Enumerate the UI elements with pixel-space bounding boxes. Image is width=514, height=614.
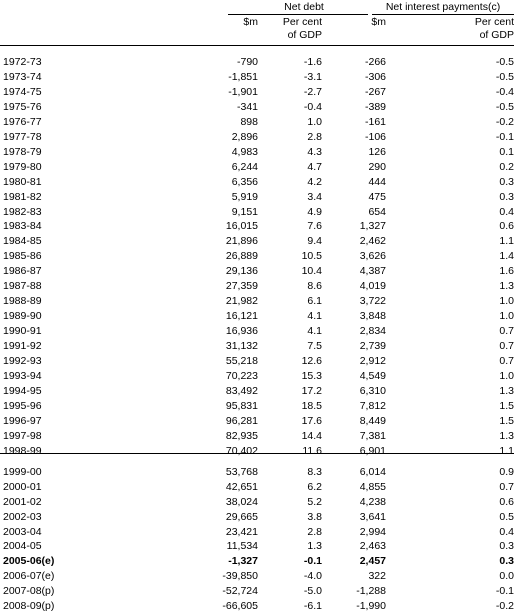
net-debt-gdp-cell: -5.0	[303, 585, 322, 598]
interest-gdp-cell: -0.1	[495, 130, 514, 143]
year-cell: 1979-80	[3, 160, 42, 173]
net-debt-m-cell: 21,896	[225, 235, 258, 248]
interest-gdp-cell: 0.7	[499, 480, 514, 493]
interest-m-cell: 2,462	[359, 235, 386, 248]
interest-m-cell: 4,387	[359, 265, 386, 278]
year-cell: 1993-94	[3, 369, 42, 382]
net-debt-gdp-cell: -0.1	[303, 555, 322, 568]
year-cell: 1999-00	[3, 465, 42, 478]
interest-m-cell: 7,812	[359, 399, 386, 412]
net-debt-m-cell: 31,132	[225, 340, 258, 353]
interest-m-cell: 7,381	[359, 429, 386, 442]
table-row	[0, 539, 514, 554]
table-row	[0, 145, 514, 160]
net-debt-gdp-cell: 1.3	[307, 540, 322, 553]
interest-gdp-cell: 1.0	[499, 295, 514, 308]
net-debt-m-cell: 29,136	[225, 265, 258, 278]
net-debt-gdp-cell: 4.7	[307, 160, 322, 173]
net-debt-m-cell: 4,983	[231, 145, 258, 158]
interest-m-cell: 3,641	[359, 510, 386, 523]
interest-m-cell: 444	[368, 175, 386, 188]
interest-gdp-cell: 0.7	[499, 355, 514, 367]
net-debt-m-cell: 42,651	[225, 480, 258, 493]
year-cell: 1990-91	[3, 325, 42, 338]
interest-m-cell: 4,549	[359, 369, 386, 382]
net-debt-m-cell: 16,936	[225, 325, 258, 338]
net-debt-m-cell: 70,402	[225, 444, 258, 457]
net-debt-gdp-cell: 8.6	[307, 280, 322, 293]
net-debt-gdp-cell: 9.4	[307, 235, 322, 248]
interest-gdp-cell: 1.4	[499, 250, 514, 263]
interest-gdp-cell: -0.5	[495, 71, 514, 83]
net-debt-gdp-cell: 4.9	[307, 205, 322, 218]
net-debt-m-cell: 16,121	[225, 310, 258, 323]
interest-gdp-cell: 1.5	[499, 399, 514, 412]
interest-gdp-cell: -0.5	[495, 100, 514, 113]
net-debt-m-cell: -1,901	[228, 85, 258, 98]
table-row	[0, 175, 514, 190]
net-debt-gdp-cell: 3.8	[307, 510, 322, 523]
col-int-m-label: $m	[371, 16, 386, 28]
net-debt-m-cell: 27,359	[225, 280, 258, 293]
year-cell: 1972-73	[3, 56, 42, 68]
net-debt-gdp-cell: -6.1	[303, 600, 322, 613]
net-debt-m-cell: 6,244	[231, 160, 258, 173]
net-debt-m-cell: 26,889	[225, 250, 258, 263]
table-row	[0, 309, 514, 324]
interest-m-cell: -1,288	[356, 585, 386, 598]
net-debt-gdp-cell: -3.1	[303, 71, 322, 83]
interest-gdp-cell: 0.1	[499, 145, 514, 158]
net-debt-m-cell: -341	[236, 100, 258, 113]
interest-gdp-cell: 0.0	[499, 570, 514, 583]
net-debt-gdp-cell: 8.3	[307, 465, 322, 478]
year-cell: 1981-82	[3, 190, 42, 203]
net-debt-m-cell: 5,919	[231, 190, 258, 203]
year-cell: 1982-83	[3, 205, 42, 218]
net-debt-gdp-cell: 17.2	[301, 384, 322, 397]
interest-gdp-cell: 0.3	[499, 175, 514, 188]
net-debt-m-cell: 38,024	[225, 495, 258, 508]
table-row	[0, 444, 514, 459]
interest-m-cell: 290	[368, 160, 386, 173]
table-row	[0, 429, 514, 444]
year-cell: 2004-05	[3, 540, 42, 553]
year-cell: 1975-76	[3, 100, 42, 113]
table-row	[0, 584, 514, 599]
net-debt-m-cell: 6,356	[231, 175, 258, 188]
year-cell: 2002-03	[3, 510, 42, 523]
col-debt-gdp-header	[283, 16, 322, 42]
year-cell: 1995-96	[3, 399, 42, 412]
table-row	[0, 234, 514, 249]
net-interest-header: Net interest payments(c)	[385, 1, 501, 13]
interest-m-cell: 2,463	[359, 540, 386, 553]
col-int-gdp-header	[475, 16, 514, 42]
interest-gdp-cell: 1.0	[499, 310, 514, 323]
net-debt-gdp-cell: -4.0	[303, 570, 322, 583]
interest-m-cell: -161	[364, 115, 386, 128]
year-cell: 2005-06(e)	[3, 555, 55, 568]
col-debt-gdp-label-2: of GDP	[287, 29, 322, 41]
interest-m-cell: 4,019	[359, 280, 386, 293]
table-row	[0, 324, 514, 339]
net-debt-gdp-cell: 5.2	[307, 495, 322, 508]
table-row	[0, 525, 514, 540]
interest-m-cell: 3,626	[359, 250, 386, 263]
interest-gdp-cell: 0.4	[499, 525, 514, 538]
section-divider	[0, 453, 514, 454]
net-debt-m-cell: 83,492	[225, 384, 258, 397]
year-cell: 1983-84	[3, 220, 42, 233]
net-debt-m-cell: 55,218	[225, 355, 258, 367]
table-row	[0, 354, 514, 369]
group-header-row	[0, 0, 514, 14]
col-debt-m-label: $m	[243, 16, 258, 28]
interest-m-cell: 475	[368, 190, 386, 203]
interest-gdp-cell: 1.6	[499, 265, 514, 278]
year-cell: 1989-90	[3, 310, 42, 323]
interest-gdp-cell: 0.3	[499, 555, 514, 568]
table-row	[0, 205, 514, 220]
net-debt-gdp-cell: 6.2	[307, 480, 322, 493]
interest-m-cell: 6,014	[359, 465, 386, 478]
net-debt-m-cell: 53,768	[225, 465, 258, 478]
net-debt-gdp-cell: 17.6	[301, 414, 322, 427]
net-debt-gdp-cell: 4.1	[307, 325, 322, 338]
table-row	[0, 70, 514, 85]
table-row	[0, 599, 514, 614]
net-debt-m-cell: -1,327	[228, 555, 258, 568]
net-debt-gdp-cell: 4.1	[307, 310, 322, 323]
interest-gdp-cell: 0.7	[499, 340, 514, 353]
table-row	[0, 264, 514, 279]
year-cell: 1994-95	[3, 384, 42, 397]
interest-gdp-cell: 0.7	[499, 325, 514, 338]
net-debt-m-cell: 23,421	[225, 525, 258, 538]
year-cell: 1998-99	[3, 444, 42, 457]
net-debt-m-cell: 95,831	[225, 399, 258, 412]
col-int-gdp-label-2: of GDP	[479, 29, 514, 41]
interest-gdp-cell: 0.9	[499, 465, 514, 478]
interest-m-cell: 4,238	[359, 495, 386, 508]
interest-gdp-cell: 0.6	[499, 220, 514, 233]
interest-m-cell: 654	[368, 205, 386, 218]
table-row	[0, 510, 514, 525]
interest-m-cell: -1,990	[356, 600, 386, 613]
interest-gdp-cell: 1.1	[499, 235, 514, 248]
table-row	[0, 249, 514, 264]
interest-m-cell: 6,901	[359, 444, 386, 457]
year-cell: 1987-88	[3, 280, 42, 293]
net-debt-gdp-cell: -1.6	[303, 56, 322, 68]
net-debt-gdp-cell: 4.3	[307, 145, 322, 158]
net-debt-gdp-cell: 3.4	[307, 190, 322, 203]
interest-gdp-cell: 1.3	[499, 280, 514, 293]
interest-gdp-cell: 1.3	[499, 429, 514, 442]
table-row	[0, 130, 514, 145]
net-debt-m-cell: 11,534	[226, 540, 258, 553]
interest-m-cell: 2,994	[359, 525, 386, 538]
year-cell: 2007-08(p)	[3, 585, 55, 598]
interest-gdp-cell: 1.0	[499, 369, 514, 382]
interest-m-cell: 8,449	[359, 414, 386, 427]
interest-m-cell: 2,912	[359, 355, 386, 367]
interest-gdp-cell: 0.3	[499, 540, 514, 553]
year-cell: 2006-07(e)	[3, 570, 55, 583]
table-row	[0, 115, 514, 130]
net-debt-gdp-cell: 1.0	[307, 115, 322, 128]
net-debt-gdp-cell: 2.8	[307, 130, 322, 143]
table-row	[0, 190, 514, 205]
net-debt-gdp-cell: 4.2	[307, 175, 322, 188]
table-row	[0, 339, 514, 354]
net-debt-gdp-cell: -0.4	[303, 100, 322, 113]
year-cell: 1980-81	[3, 175, 42, 188]
table-row	[0, 414, 514, 429]
year-cell: 1973-74	[3, 71, 42, 83]
interest-m-cell: 6,310	[359, 384, 386, 397]
year-cell: 1992-93	[3, 355, 42, 367]
net-debt-gdp-cell: 11.6	[302, 444, 322, 457]
year-cell: 1991-92	[3, 340, 42, 353]
interest-m-cell: -306	[364, 71, 386, 83]
interest-m-cell: 322	[368, 570, 386, 583]
year-cell: 1997-98	[3, 429, 42, 442]
column-header-row	[0, 16, 514, 44]
interest-m-cell: 3,722	[359, 295, 386, 308]
year-cell: 1986-87	[3, 265, 42, 278]
interest-m-cell: -266	[364, 56, 386, 68]
col-int-m-header	[371, 16, 386, 29]
interest-m-cell: 4,855	[359, 480, 386, 493]
net-debt-gdp-cell: 15.3	[301, 369, 322, 382]
year-cell: 1988-89	[3, 295, 42, 308]
interest-m-cell: -267	[364, 85, 386, 98]
interest-m-cell: 126	[368, 145, 386, 158]
table-row	[0, 369, 514, 384]
net-debt-header: Net debt	[284, 1, 324, 13]
interest-m-cell: 3,848	[359, 310, 386, 323]
year-cell: 1996-97	[3, 414, 42, 427]
table-row	[0, 100, 514, 115]
interest-m-cell: -106	[364, 130, 386, 143]
net-debt-m-cell: -39,850	[222, 570, 258, 583]
interest-gdp-cell: 0.2	[499, 160, 514, 173]
net-debt-gdp-cell: 7.6	[307, 220, 322, 233]
net-debt-m-cell: -66,605	[222, 600, 258, 613]
interest-m-cell: 2,834	[359, 325, 386, 338]
net-debt-gdp-cell: 6.1	[307, 295, 322, 308]
table-row	[0, 294, 514, 309]
net-debt-gdp-cell: 2.8	[307, 525, 322, 538]
table-row	[0, 399, 514, 414]
year-cell: 1978-79	[3, 145, 42, 158]
interest-gdp-cell: 0.3	[499, 190, 514, 203]
net-debt-gdp-cell: 18.5	[301, 399, 322, 412]
net-debt-m-cell: 21,982	[225, 295, 258, 308]
interest-gdp-cell: -0.5	[495, 56, 514, 68]
year-cell: 2008-09(p)	[3, 600, 55, 613]
table-row	[0, 219, 514, 234]
interest-gdp-cell: -0.2	[495, 115, 514, 128]
table-row	[0, 384, 514, 399]
net-debt-m-cell: 2,896	[231, 130, 258, 143]
net-debt-m-cell: 96,281	[225, 414, 258, 427]
net-debt-m-cell: -790	[236, 56, 258, 68]
interest-gdp-cell: 1.5	[499, 414, 514, 427]
net-debt-m-cell: 16,015	[225, 220, 258, 233]
net-debt-gdp-cell: 14.4	[301, 429, 322, 442]
net-debt-gdp-cell: 7.5	[307, 340, 322, 353]
interest-m-cell: -389	[364, 100, 386, 113]
interest-gdp-cell: -0.2	[495, 600, 514, 613]
net-debt-gdp-cell: -2.7	[303, 85, 322, 98]
interest-gdp-cell: 1.3	[499, 384, 514, 397]
table-row	[0, 160, 514, 175]
year-cell: 2000-01	[3, 480, 42, 493]
net-debt-m-cell: 82,935	[225, 429, 258, 442]
net-debt-underline	[228, 14, 368, 15]
interest-m-cell: 1,327	[359, 220, 386, 233]
table-row	[0, 495, 514, 510]
col-debt-m-header	[243, 16, 258, 29]
table-row	[0, 569, 514, 584]
year-cell: 1985-86	[3, 250, 42, 263]
year-cell: 1984-85	[3, 235, 42, 248]
table-row	[0, 279, 514, 294]
net-debt-gdp-cell: 10.5	[301, 250, 322, 263]
year-cell: 1977-78	[3, 130, 42, 143]
interest-gdp-cell: 0.4	[499, 205, 514, 218]
net-debt-m-cell: 9,151	[231, 205, 258, 218]
year-cell: 1974-75	[3, 85, 42, 98]
net-debt-m-cell: 29,665	[225, 510, 258, 523]
interest-m-cell: 2,739	[359, 340, 386, 353]
table-row	[0, 554, 514, 569]
col-int-gdp-label-1: Per cent	[474, 16, 514, 28]
header-rule	[0, 45, 514, 46]
year-cell: 2001-02	[3, 495, 42, 508]
table-row	[0, 55, 514, 70]
interest-gdp-cell: 1.1	[499, 444, 514, 457]
table-row	[0, 85, 514, 100]
interest-gdp-cell: 0.6	[499, 495, 514, 508]
interest-m-cell: 2,457	[359, 555, 386, 568]
table-row	[0, 480, 514, 495]
year-cell: 2003-04	[3, 525, 42, 538]
table-row	[0, 465, 514, 480]
interest-gdp-cell: -0.1	[495, 585, 514, 598]
net-debt-m-cell: -52,724	[222, 585, 258, 598]
col-debt-gdp-label-1: Per cent	[282, 16, 322, 28]
interest-gdp-cell: -0.4	[495, 85, 514, 98]
net-interest-underline	[372, 14, 514, 15]
interest-gdp-cell: 0.5	[499, 510, 514, 523]
net-debt-m-cell: 898	[240, 115, 258, 128]
net-debt-m-cell: 70,223	[225, 369, 258, 382]
net-debt-gdp-cell: 12.6	[301, 355, 322, 367]
year-cell: 1976-77	[3, 115, 42, 128]
net-debt-gdp-cell: 10.4	[301, 265, 322, 278]
net-debt-m-cell: -1,851	[228, 71, 258, 83]
